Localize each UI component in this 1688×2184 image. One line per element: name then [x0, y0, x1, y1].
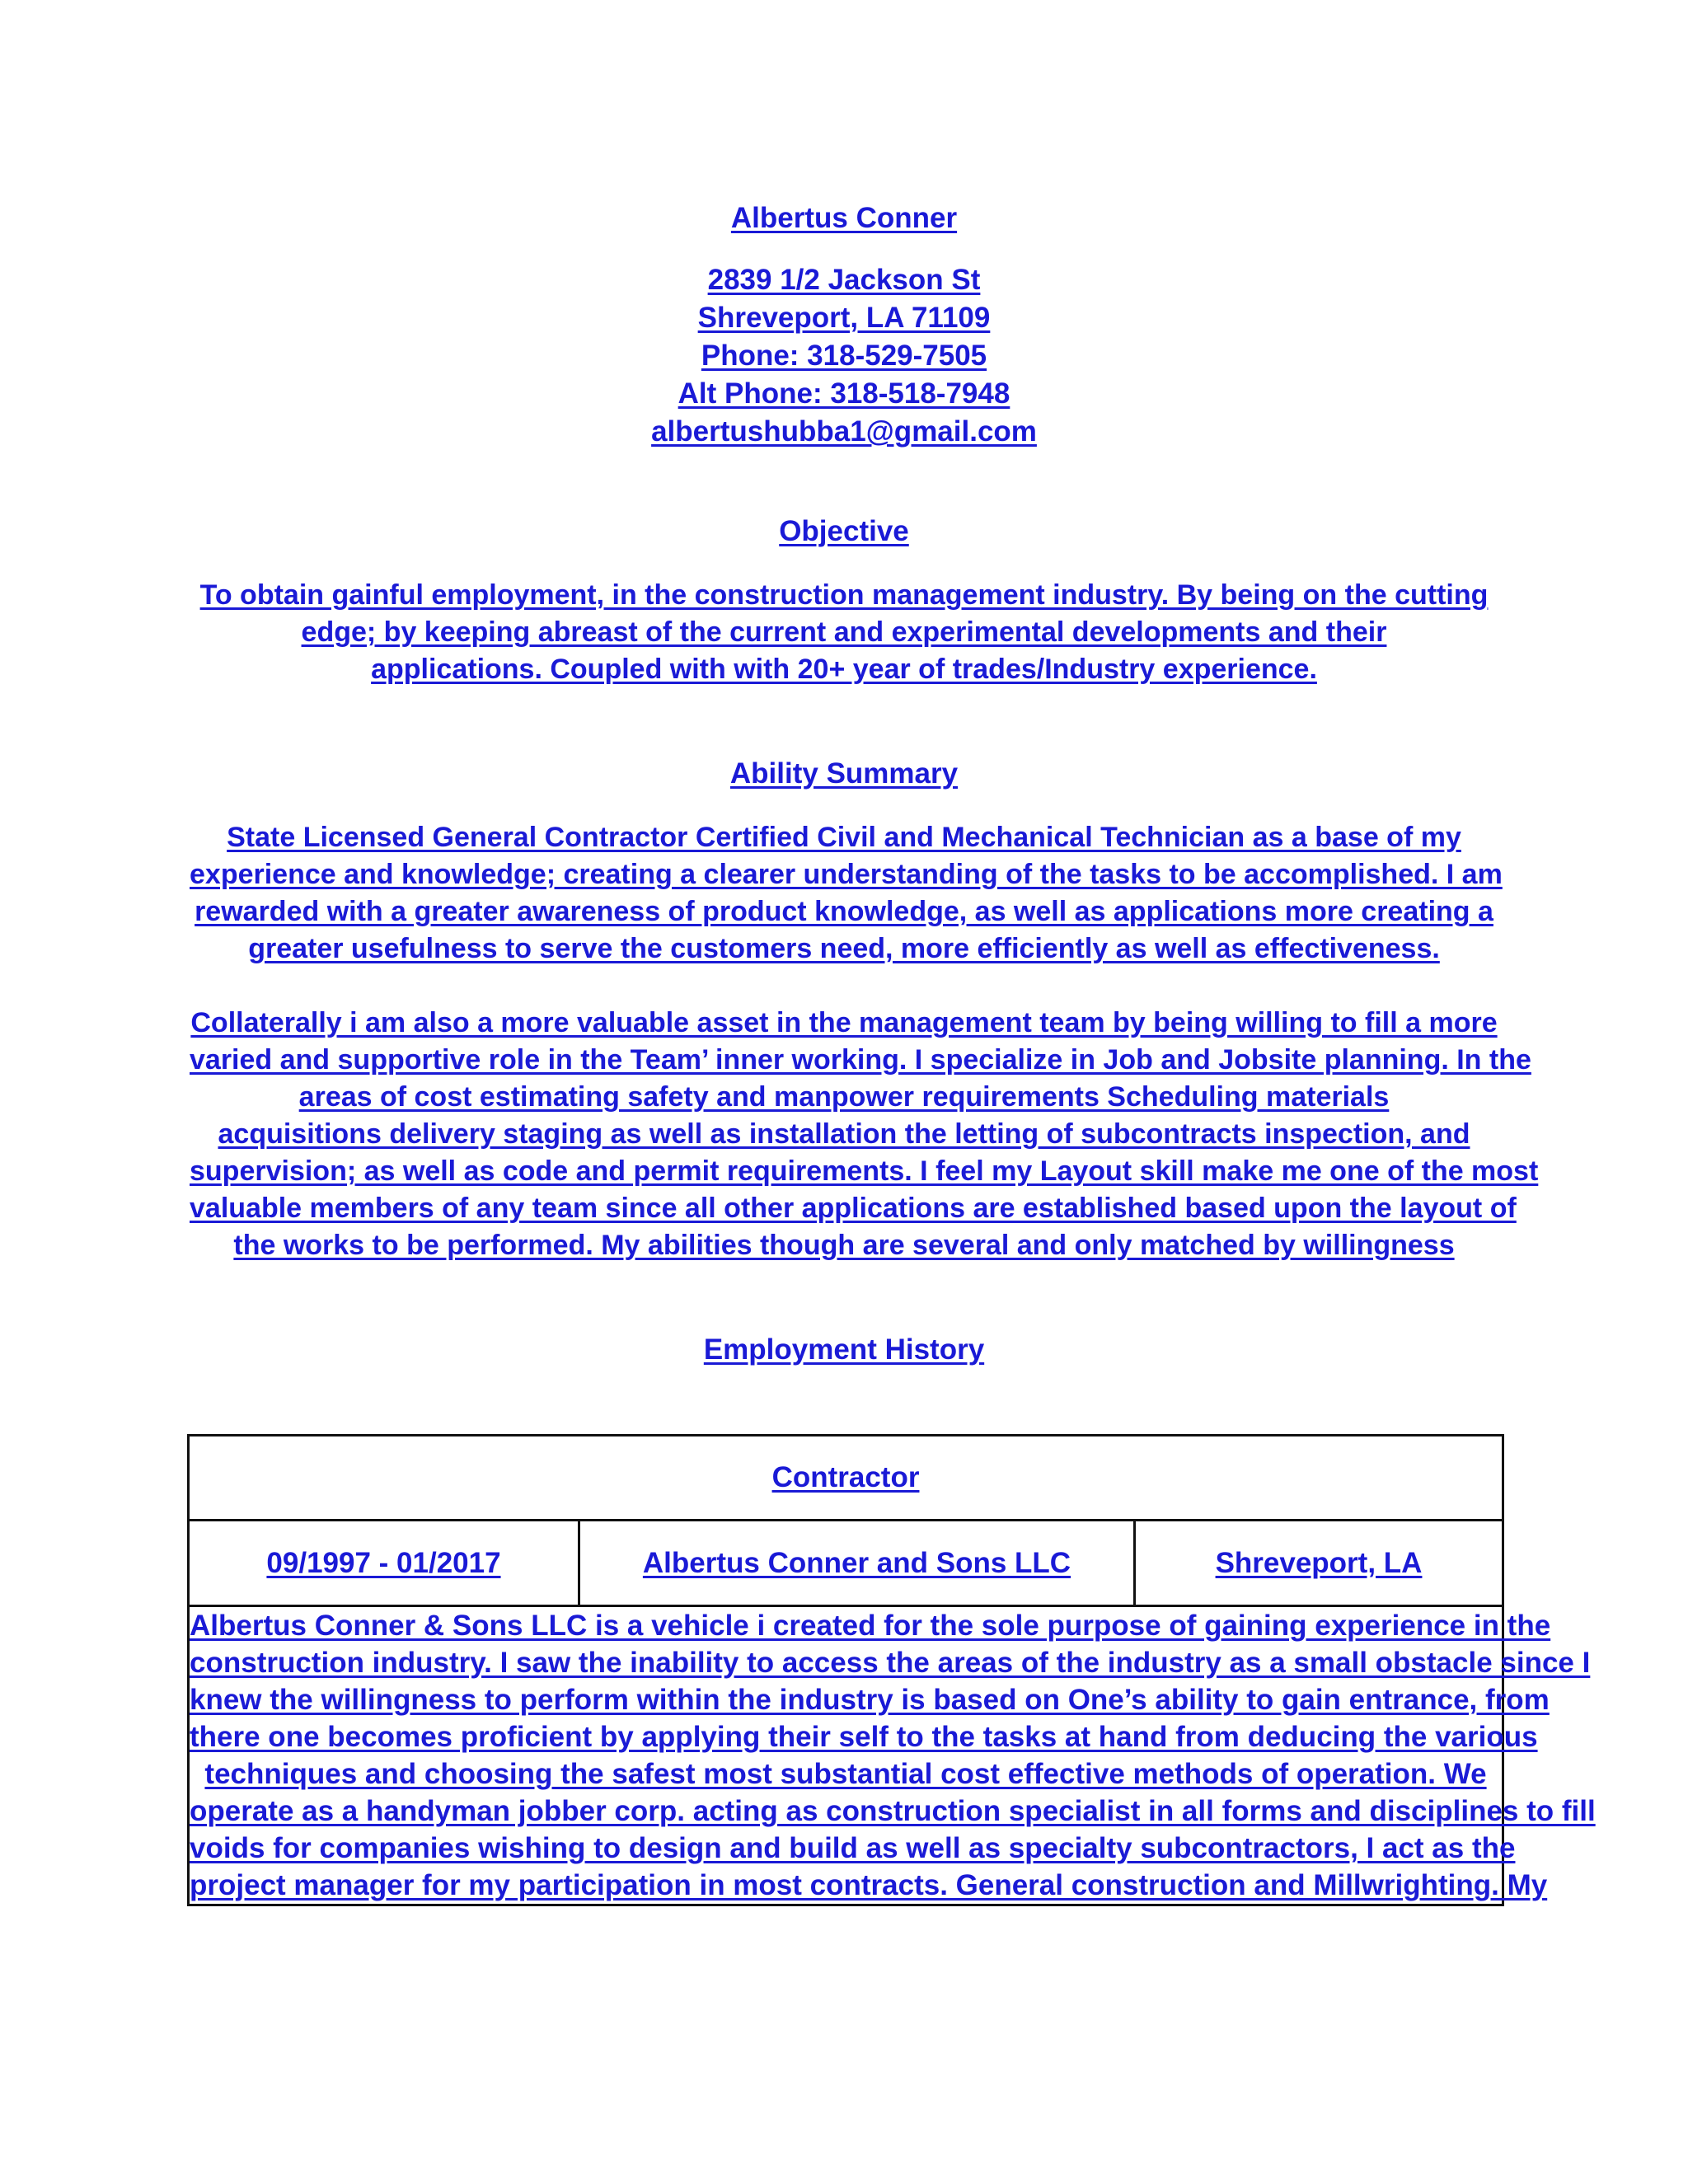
- job-title-cell: [189, 1436, 1503, 1521]
- job-title: Contractor: [771, 1461, 920, 1493]
- job-description-line: there one becomes proficient by applying their self to the tasks at hand from deducing the various: [190, 1721, 1538, 1753]
- job-description-line: knew the willingness to perform within the industry is based on One’s ability to gain entrance, from: [190, 1684, 1550, 1716]
- job-description-line: project manager for my participation in most contracts. General construction and Millwrighting. My: [190, 1869, 1548, 1901]
- ability-summary-paragraph-1: [190, 819, 1503, 968]
- job-company: Albertus Conner and Sons LLC: [642, 1546, 1071, 1579]
- ability-line: greater usefulness to serve the customers need, more efficiently as well as effectiveness.: [248, 933, 1440, 964]
- candidate-name: Albertus Conner: [730, 202, 958, 234]
- job-description-line: techniques and choosing the safest most substantial cost effective methods of operation. We: [204, 1758, 1487, 1790]
- ability-line: varied and supportive role in the Team’ inner working. I specialize in Job and Jobsite planning. In the: [190, 1044, 1531, 1076]
- ability-line: acquisitions delivery staging as well as installation the letting of subcontracts inspection, and: [218, 1118, 1470, 1150]
- job-location: Shreveport, LA: [1215, 1546, 1423, 1579]
- ability-line: the works to be performed. My abilities though are several and only matched by willingness: [233, 1230, 1455, 1261]
- objective-text: [190, 577, 1498, 688]
- objective-line: To obtain gainful employment, in the construction management industry. By being on the cutting: [199, 579, 1489, 611]
- ability-line: supervision; as well as code and permit requirements. I feel my Layout skill make me one of the most: [190, 1155, 1539, 1187]
- job-description-line: construction industry. I saw the inability to access the areas of the industry as a small obstacle since I: [190, 1647, 1591, 1679]
- objective-line: edge; by keeping abreast of the current and experimental developments and their: [301, 616, 1387, 648]
- email-link[interactable]: albertushubba1@gmail.com: [651, 415, 1037, 448]
- address-line-1: 2839 1/2 Jackson St: [707, 264, 981, 296]
- address-line-2: Shreveport, LA 71109: [697, 302, 991, 334]
- job-description-line: operate as a handyman jobber corp. acting as construction specialist in all forms and disciplines to fill: [190, 1795, 1596, 1827]
- job-dates-cell: [189, 1521, 579, 1606]
- alt-phone: Alt Phone: 318-518-7948: [678, 377, 1010, 410]
- phone: Phone: 318-529-7505: [701, 340, 987, 372]
- ability-line: experience and knowledge; creating a clearer understanding of the tasks to be accomplished. I am: [190, 859, 1503, 890]
- contact-block: [0, 261, 1688, 451]
- job-dates: 09/1997 - 01/2017: [266, 1546, 501, 1579]
- job-description: [189, 1606, 1596, 1905]
- employment-table: [187, 1434, 1596, 1906]
- objective-heading: Objective: [779, 515, 909, 547]
- employment-history-heading: Employment History: [703, 1333, 985, 1366]
- ability-line: valuable members of any team since all other applications are established based upon the layout of: [190, 1193, 1517, 1224]
- objective-line: applications. Coupled with with 20+ year of trades/Industry experience.: [371, 654, 1317, 685]
- ability-line: rewarded with a greater awareness of product knowledge, as well as applications more creating a: [195, 896, 1493, 927]
- ability-summary-heading: Ability Summary: [729, 757, 959, 790]
- job-description-line: Albertus Conner & Sons LLC is a vehicle i created for the sole purpose of gaining experience in the: [190, 1610, 1551, 1642]
- ability-summary-paragraph-2: [190, 1005, 1539, 1264]
- job-location-cell: [1135, 1521, 1503, 1606]
- job-company-cell: [579, 1521, 1135, 1606]
- ability-line: Collaterally i am also a more valuable asset in the management team by being willing to fill a more: [190, 1007, 1498, 1038]
- job-description-line: voids for companies wishing to design and build as well as specialty subcontractors, I act as the: [190, 1832, 1516, 1864]
- ability-line: areas of cost estimating safety and manpower requirements Scheduling materials: [298, 1081, 1390, 1113]
- ability-line: State Licensed General Contractor Certified Civil and Mechanical Technician as a base of my: [227, 822, 1461, 853]
